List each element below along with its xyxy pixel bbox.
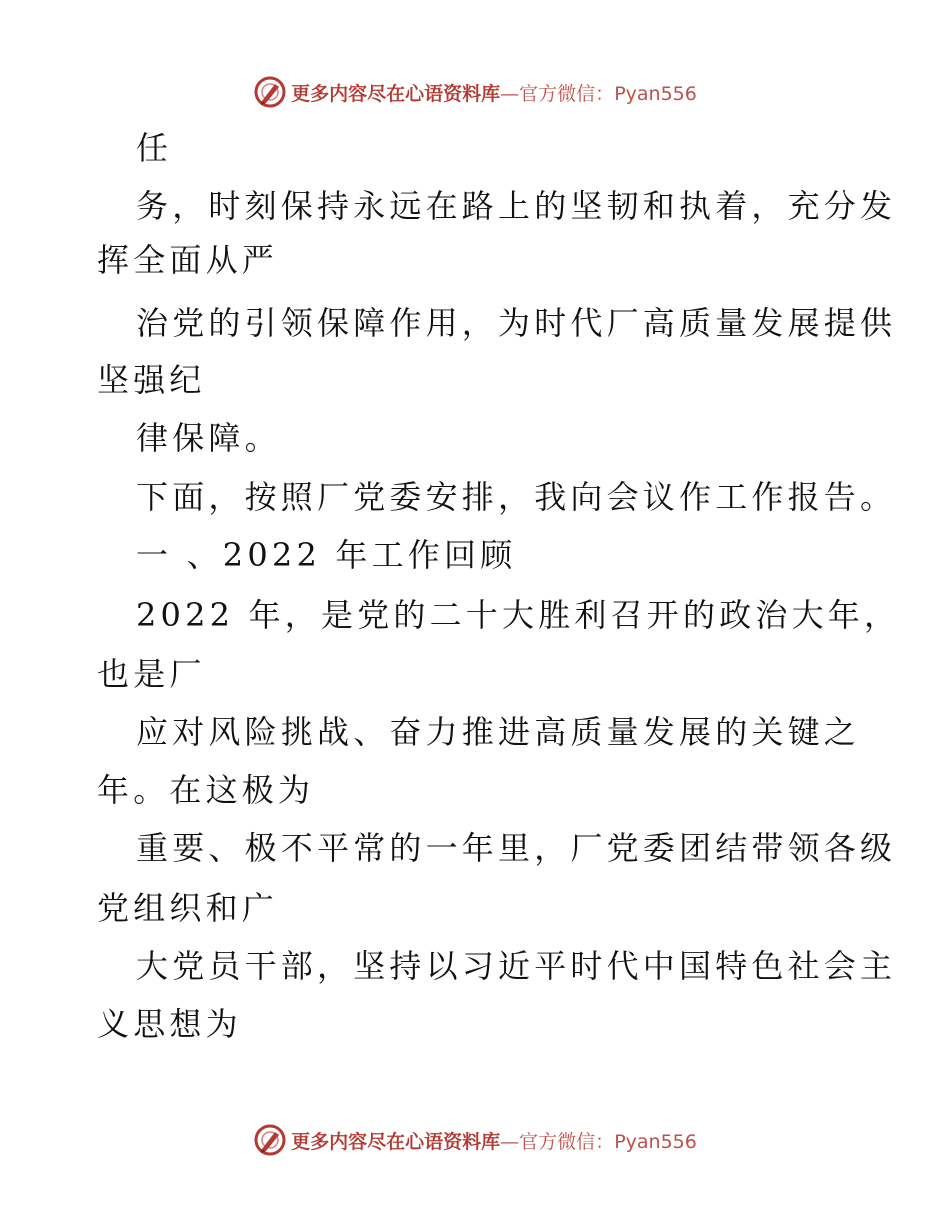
footer-separator: — xyxy=(500,1130,520,1153)
header-wechat-label: 官方微信： xyxy=(519,82,615,105)
document-line: 任 xyxy=(136,129,173,167)
header-banner-text xyxy=(291,79,697,106)
document-line: 大党员干部，坚持以习近平时代中国特色社会主 xyxy=(136,947,897,985)
document-line: 义思想为 xyxy=(97,1005,242,1043)
header-separator: — xyxy=(500,82,520,105)
document-line: 也是厂 xyxy=(97,655,206,693)
document-line: 年。在这极为 xyxy=(97,771,315,809)
document-line: 下面，按照厂党委安排，我向会议作工作报告。 xyxy=(136,478,897,516)
footer-banner-text xyxy=(291,1127,697,1154)
pen-nib-logo-icon xyxy=(253,75,287,109)
header-site-text: 更多内容尽在心语资料库 xyxy=(291,82,501,105)
document-line: 坚强纪 xyxy=(97,361,206,399)
pen-nib-logo-icon xyxy=(253,1123,287,1157)
document-line: 挥全面从严 xyxy=(97,241,279,279)
footer-banner xyxy=(0,1120,950,1160)
document-line: 务，时刻保持永远在路上的坚韧和执着，充分发 xyxy=(136,187,897,225)
document-line: 2022 年，是党的二十大胜利召开的政治大年， xyxy=(136,596,901,634)
footer-site-text: 更多内容尽在心语资料库 xyxy=(291,1130,501,1153)
document-line: 党组织和广 xyxy=(97,889,279,927)
footer-wechat-label: 官方微信： xyxy=(519,1130,615,1153)
document-line: 治党的引领保障作用，为时代厂高质量发展提供 xyxy=(136,304,897,342)
header-banner xyxy=(0,72,950,112)
document-line: 律保障。 xyxy=(136,419,281,457)
header-wechat-id: Pyan556 xyxy=(614,82,697,105)
document-heading: 一 、2022 年工作回顾 xyxy=(136,536,517,574)
document-line: 重要、极不平常的一年里，厂党委团结带领各级 xyxy=(136,829,897,867)
document-line: 应对风险挑战、奋力推进高质量发展的关键之 xyxy=(136,713,861,751)
footer-wechat-id: Pyan556 xyxy=(614,1130,697,1153)
